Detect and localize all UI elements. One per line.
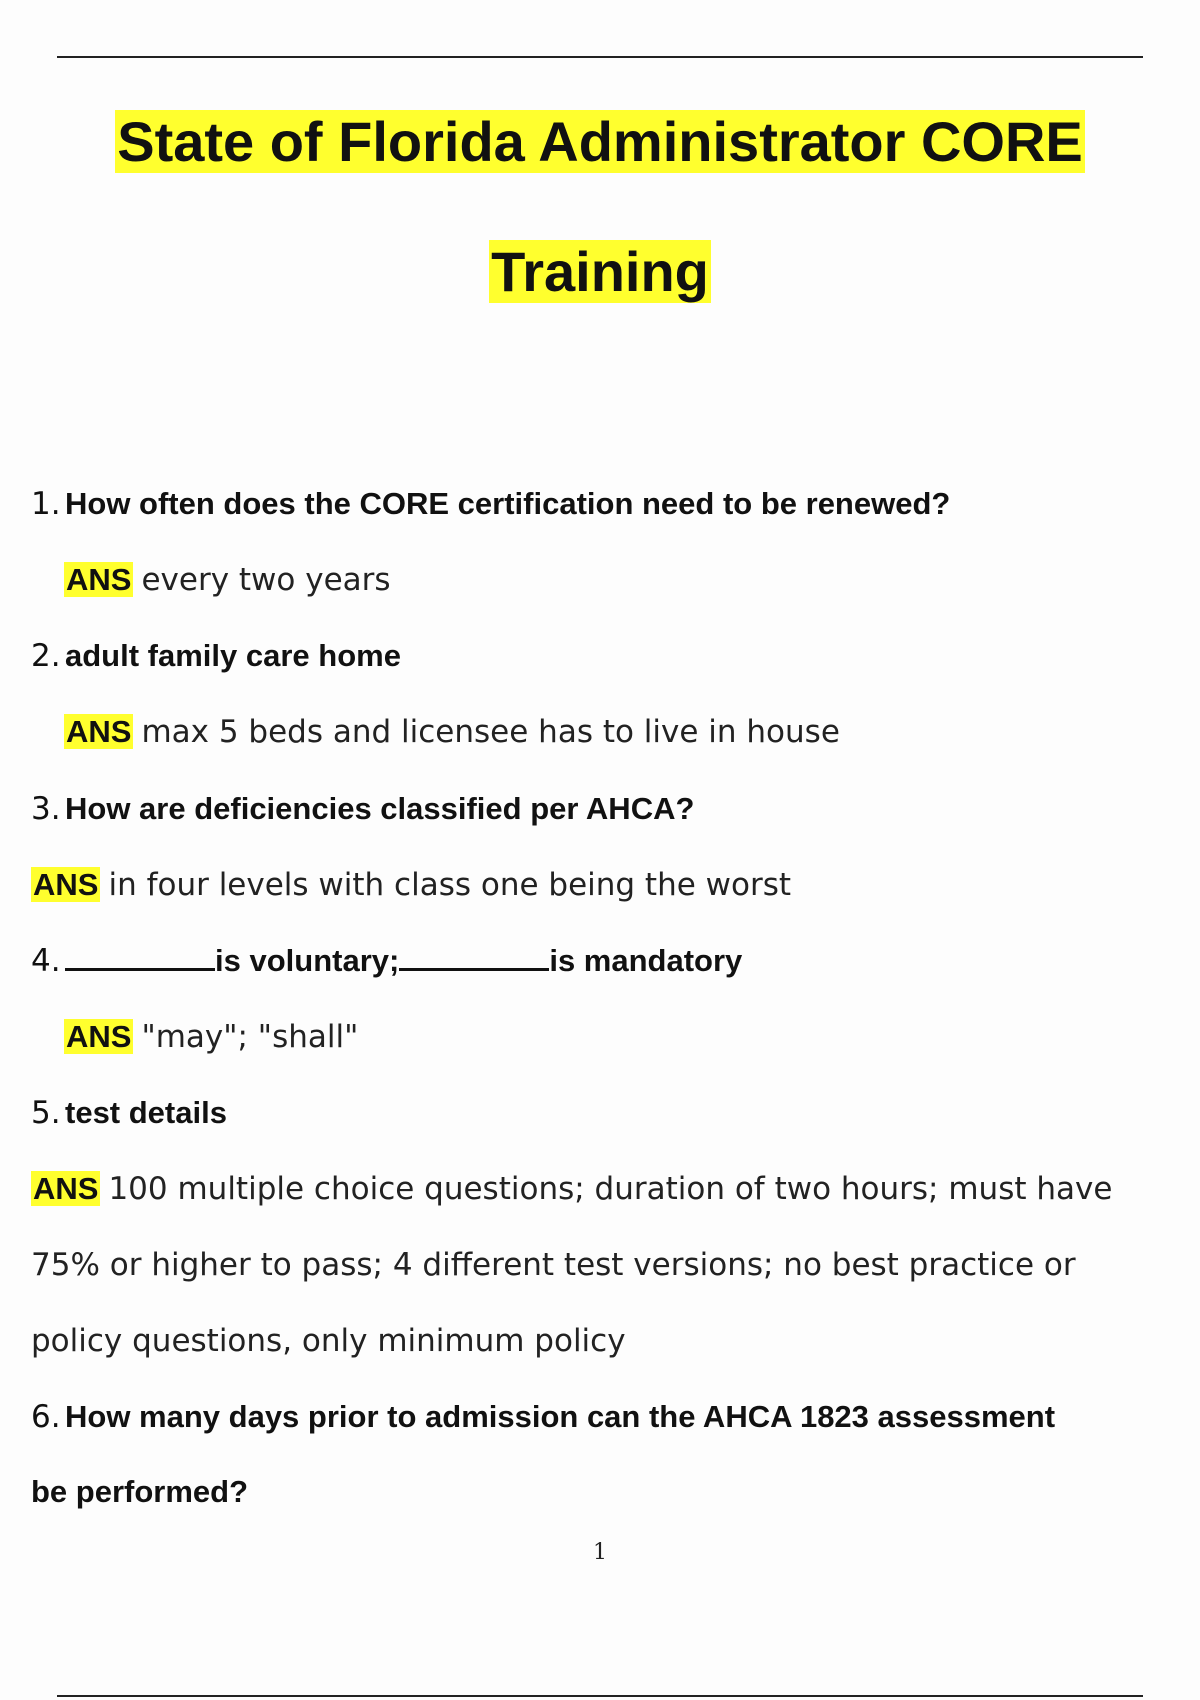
- fill-in-blank: [399, 946, 549, 971]
- answer-2: [64, 712, 840, 752]
- answer-text: max 5 beds and licensee has to live in house: [141, 714, 840, 750]
- question-number: 3.: [31, 791, 61, 827]
- answer-3: [31, 865, 791, 905]
- answer-5-line3: [31, 1321, 626, 1361]
- question-text: How often does the CORE certification need to be renewed?: [65, 486, 951, 521]
- document-title-line1: [0, 110, 1200, 174]
- question-number: 4.: [31, 943, 61, 979]
- question-text-line2: be performed?: [31, 1474, 249, 1509]
- question-text: How are deficiencies classified per AHCA?: [65, 791, 695, 826]
- answer-5: [31, 1169, 1112, 1209]
- answer-text: every two years: [141, 562, 391, 598]
- ans-tag: ANS: [66, 1019, 132, 1054]
- ans-tag: ANS: [66, 562, 132, 597]
- question-number: 5.: [31, 1095, 61, 1131]
- ans-tag: ANS: [66, 714, 132, 749]
- question-1: [31, 484, 950, 524]
- question-6: [31, 1397, 1055, 1437]
- question-5: [31, 1093, 227, 1133]
- document-title-line2: [0, 240, 1200, 304]
- question-number: 6.: [31, 1399, 61, 1435]
- title-highlight: State of Florida Administrator CORE: [117, 110, 1083, 173]
- question-6-line2: [31, 1472, 248, 1512]
- question-2: [31, 636, 401, 676]
- answer-5-line2: [31, 1245, 1076, 1285]
- question-text-part2: is mandatory: [549, 943, 743, 978]
- question-text-part1: is voluntary;: [215, 943, 400, 978]
- title-highlight: Training: [491, 240, 709, 303]
- ans-tag: ANS: [33, 867, 99, 902]
- answer-text-line1: 100 multiple choice questions; duration of two hours; must have: [108, 1171, 1113, 1207]
- question-text: adult family care home: [65, 638, 401, 673]
- answer-4: [64, 1017, 358, 1057]
- answer-text-line2: 75% or higher to pass; 4 different test versions; no best practice or: [31, 1247, 1076, 1283]
- fill-in-blank: [65, 946, 215, 971]
- answer-1: [64, 560, 391, 600]
- answer-text: in four levels with class one being the worst: [108, 867, 792, 903]
- question-number: 1.: [31, 486, 61, 522]
- ans-tag: ANS: [33, 1171, 99, 1206]
- top-rule: [57, 56, 1143, 58]
- answer-text: "may"; "shall": [141, 1019, 359, 1055]
- answer-text-line3: policy questions, only minimum policy: [31, 1323, 626, 1359]
- question-number: 2.: [31, 638, 61, 674]
- question-text-line1: How many days prior to admission can the AHCA 1823 assessment: [65, 1399, 1056, 1434]
- question-4: [31, 941, 742, 981]
- question-3: [31, 789, 694, 829]
- page-number: 1: [593, 1540, 607, 1565]
- bottom-rule: [57, 1695, 1143, 1697]
- question-text: test details: [65, 1095, 227, 1130]
